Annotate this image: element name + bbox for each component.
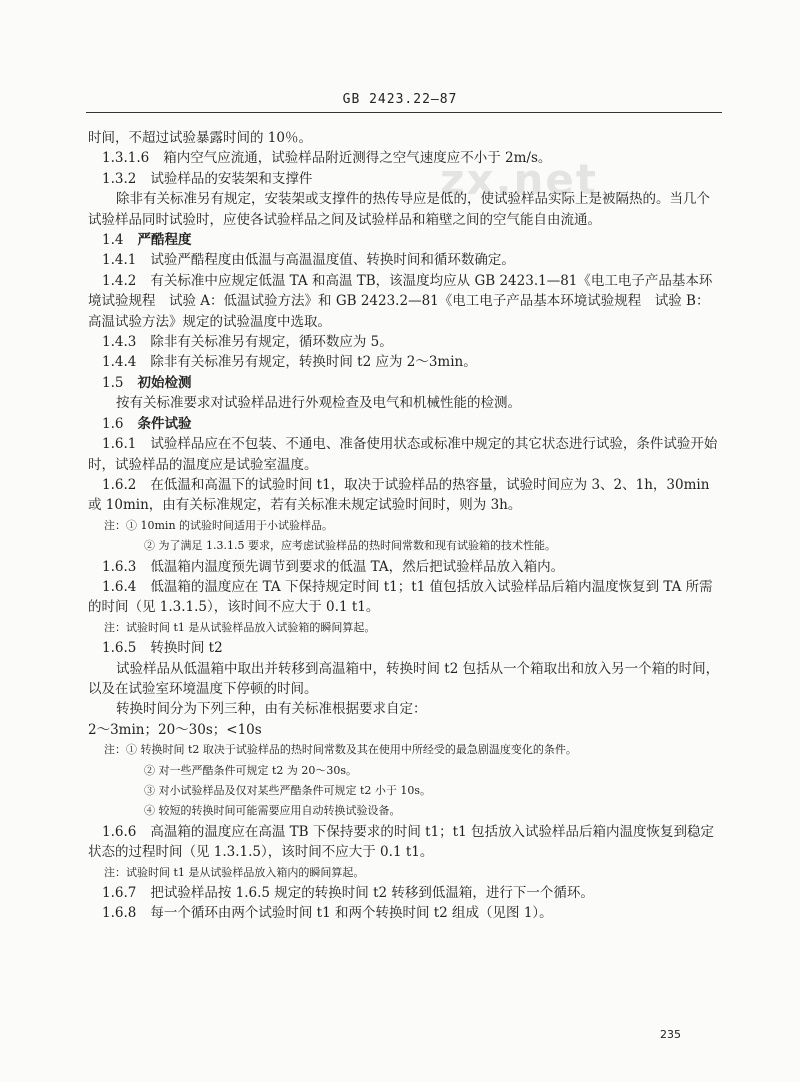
clause-1-6-5 [88,638,720,658]
clause-text: 除非有关标准另有规定，循环数应为 5。 [150,334,393,351]
clause-text: 低温箱的温度应在 TA 下保持规定时间 t1；t1 值包括放入试验样品后箱内温度恢复到 TA 所需的时间（见 1.3.1.5），该时间不应大于 0.1 t1。 [88,578,713,616]
clause-1-6-2 [88,475,720,516]
clause-1-4-2 [88,271,720,332]
watermark: zx.net [440,155,598,204]
clause-1-6-7 [88,883,720,903]
paragraph: 时间，不超过试验暴露时间的 10％。 [88,130,312,146]
clause-1-4-4 [88,352,720,372]
clause-1-6-8 [88,903,720,923]
note: ② 为了满足 1.3.1.5 要求，应考虑试验样品的热时间常数和现有试验箱的技术性能。 [144,539,556,553]
section-title: 初始检测 [137,374,192,391]
clause-text: 箱内空气应流通，试验样品附近测得之空气速度应不小于 2m/s。 [163,150,552,167]
clause-1-4-3 [88,332,720,352]
header-rule [86,112,722,113]
clause-1-6-4 [88,577,720,618]
clause-number: 1.6.4 [102,578,137,595]
clause-text: 试验样品应在不包装、不通电、准备使用状态或标准中规定的其它状态进行试验，条件试验开始时，试验样品的温度应是试验室温度。 [88,436,718,473]
section-heading-1-5 [88,373,720,393]
clause-number: 1.6.8 [102,905,137,922]
paragraph: 除非有关标准另有规定，安装架或支撑件的热传导应是低的，使试验样品实际上是被隔热的。当几个试验样品同时试验时，应使各试验样品之间及试验样品和箱壁之间的空气能自由流通。 [88,191,710,228]
document-body [88,128,720,924]
clause-text: 试验样品的安装架和支撑件 [150,170,313,187]
clause-text: 在低温和高温下的试验时间 t1，取决于试验样品的热容量，试验时间应为 3、2、1h，30min 或 10min，由有关标准规定，若有关标准未规定试验时间时，则为 3h。 [88,476,710,514]
page-number: 235 [660,1028,681,1041]
clause-1-3-2 [88,169,720,189]
note: ③ 对小试验样品及仅对某些严酷条件可规定 t2 小于 10s。 [144,784,432,797]
clause-number: 1.6.1 [102,436,137,453]
note: 注：① 10min 的试验时间适用于小试验样品。 [104,518,334,532]
clause-number: 1.6.6 [102,823,137,840]
section-title: 条件试验 [137,415,192,432]
clause-number: 1.3.1.6 [102,150,150,167]
clause-number: 1.6.3 [102,558,137,575]
clause-text: 每一个循环由两个试验时间 t1 和两个转换时间 t2 组成（见图 1）。 [150,905,553,922]
clause-1-6-3 [88,557,720,577]
clause-number: 1.4.2 [102,272,137,289]
section-heading-1-4 [88,230,720,250]
clause-text: 高温箱的温度应在高温 TB 下保持要求的时间 t1；t1 包括放入试验样品后箱内温度恢复到稳定状态的过程时间（见 1.3.1.5），该时间不应大于 0.1 t1。 [88,823,714,861]
section-title: 严酷程度 [137,232,192,249]
clause-text: 试验严酷程度由低温与高温温度值、转换时间和循环数确定。 [150,252,515,269]
clause-1-3-1-6 [88,148,720,168]
clause-text: 把试验样品按 1.6.5 规定的转换时间 t2 转移到低温箱，进行下一个循环。 [150,885,594,902]
paragraph: 试验样品从低温箱中取出并转移到高温箱中，转换时间 t2 包括从一个箱取出和放入另一个箱的时间，以及在试验室环境温度下停顿的时间。 [88,660,720,697]
clause-number: 1.6.5 [102,640,137,657]
clause-number: 1.5 [102,374,124,391]
note: 注：试验时间 t1 是从试验样品放入箱内的瞬间算起。 [104,865,365,879]
page-header: GB 2423.22—87 [342,92,458,107]
note: ④ 较短的转换时间可能需要应用自动转换试验设备。 [144,804,401,818]
clause-number: 1.4.4 [102,354,137,371]
clause-number: 1.4 [102,232,124,249]
clause-number: 1.4.1 [102,252,137,269]
clause-1-6-1 [88,434,720,475]
clause-1-6-6 [88,822,720,863]
clause-text: 转换时间 t2 [150,640,223,657]
paragraph: 按有关标准要求对试验样品进行外观检查及电气和机械性能的检测。 [116,395,521,412]
note: 注：试验时间 t1 是从试验样品放入试验箱的瞬间算起。 [104,620,376,634]
clause-text: 低温箱内温度预先调节到要求的低温 TA，然后把试验样品放入箱内。 [150,558,565,575]
note: ② 对一些严酷条件可规定 t2 为 20～30s。 [144,763,358,777]
paragraph: 2～3min；20～30s；<10s [88,721,262,738]
clause-number: 1.6.2 [102,476,137,493]
paragraph: 转换时间分为下列三种，由有关标准根据要求自定： [116,701,427,718]
clause-number: 1.4.3 [102,334,137,351]
clause-number: 1.3.2 [102,170,137,187]
clause-number: 1.6.7 [102,885,137,902]
clause-text: 除非有关标准另有规定，转换时间 t2 应为 2～3min。 [150,354,477,371]
note: 注：① 转换时间 t2 取决于试验样品的热时间常数及其在使用中所经受的最急剧温度变化的条件。 [104,743,577,757]
clause-1-4-1 [88,250,720,270]
clause-number: 1.6 [102,415,124,432]
section-heading-1-6 [88,414,720,434]
clause-text: 有关标准中应规定低温 TA 和高温 TB，该温度均应从 GB 2423.1—81《电工电子产品基本环境试验规程 试验 A：低温试验方法》和 GB 2423.2—81《电工电子产品基本环境试验规程 试验 B：高温试验方法》规定的试验温度中选取。 [88,272,713,330]
